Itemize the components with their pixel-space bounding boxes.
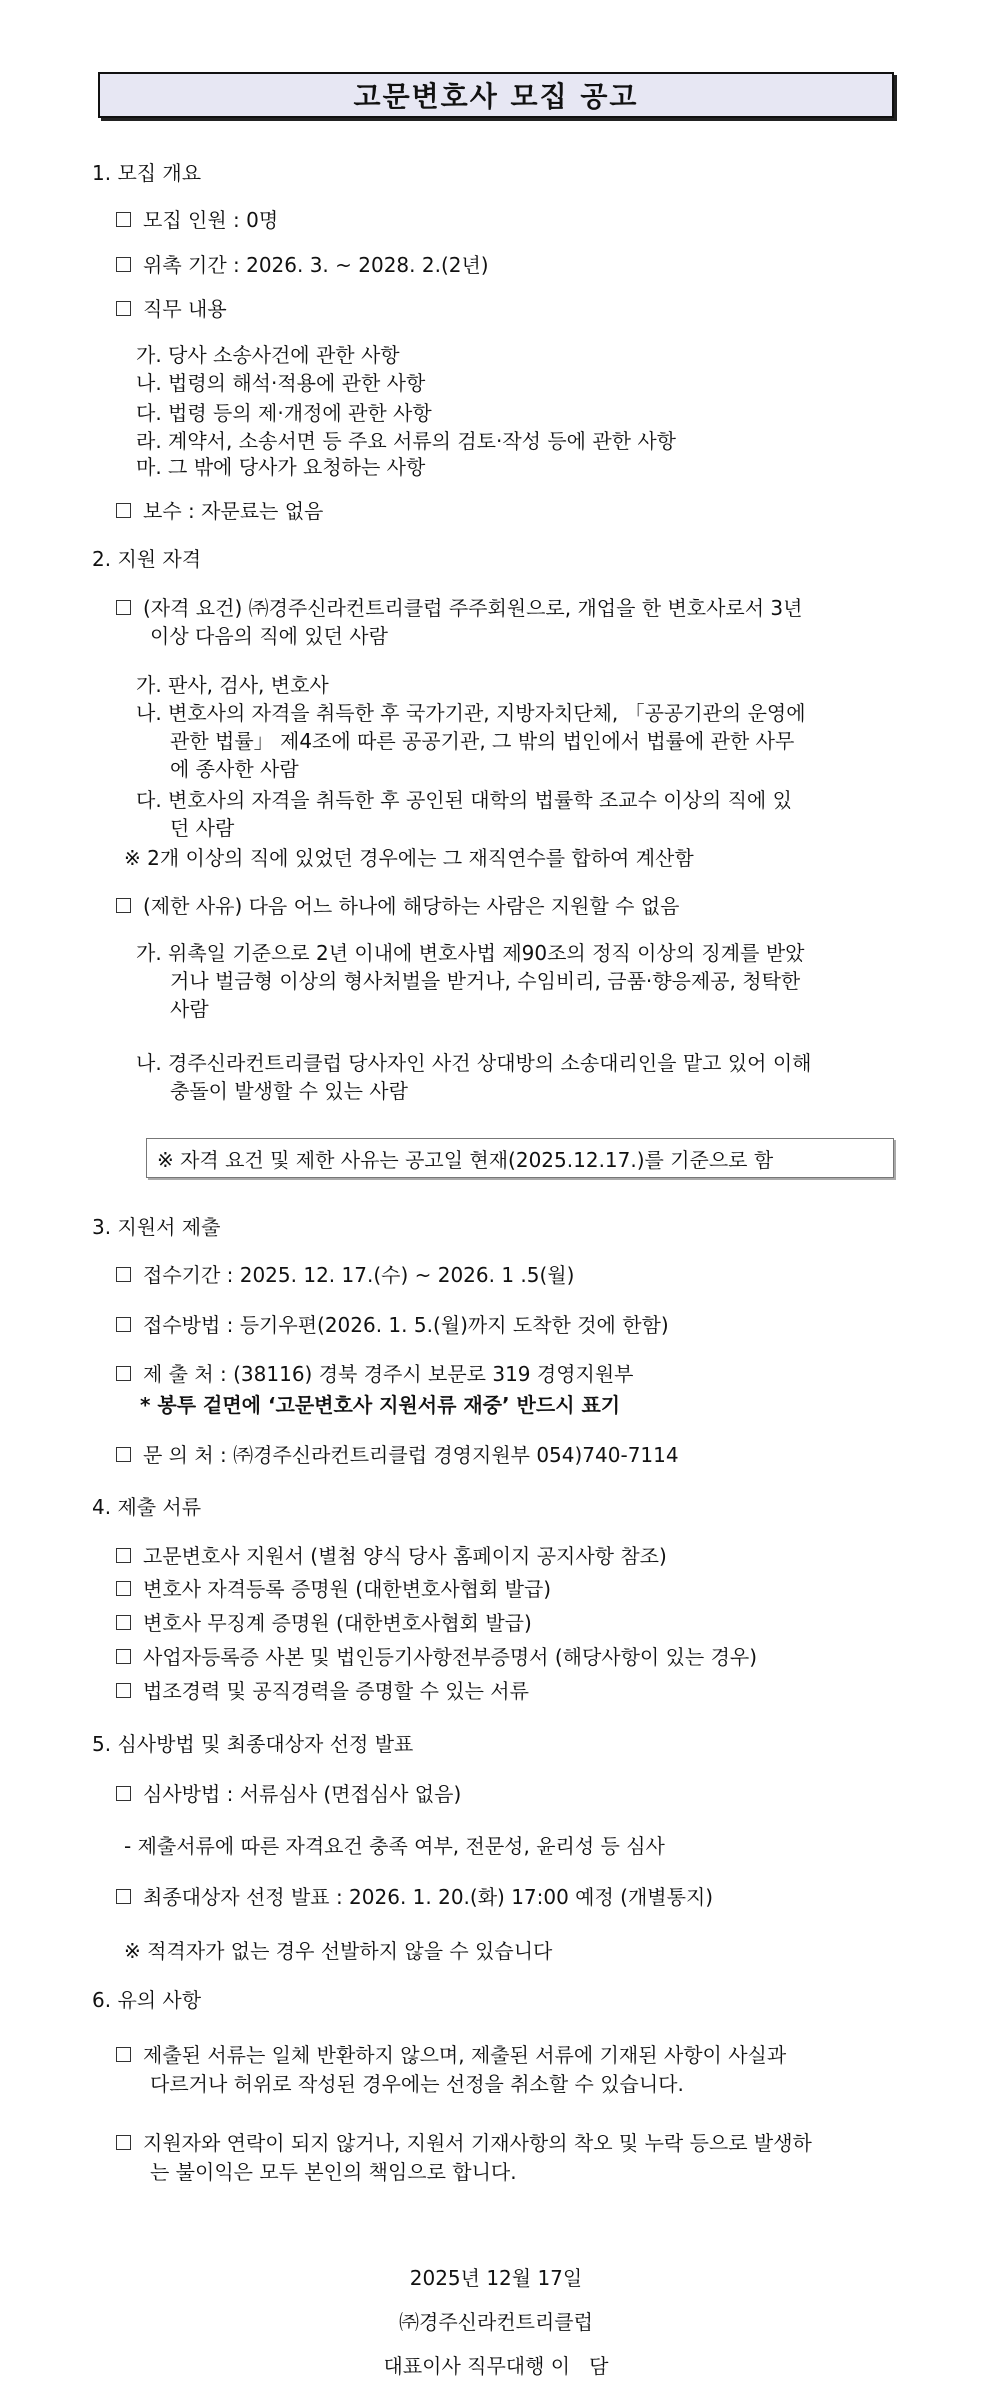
qualification-requirement-cont: 이상 다음의 직에 있던 사람: [150, 624, 388, 648]
document-item: 사업자등록증 사본 및 법인등기사항전부증명서 (해당사항이 있는 경우): [116, 1644, 757, 1670]
section-2-heading: 2. 지원 자격: [92, 547, 202, 571]
qualification-item: 나. 변호사의 자격을 취득한 후 국가기관, 지방자치단체, 「공공기관의 운영에: [136, 701, 806, 725]
appointment-period: 위촉 기간 : 2026. 3. ~ 2028. 2.(2년): [116, 252, 489, 278]
document-item: 변호사 자격등록 증명원 (대한변호사협회 발급): [116, 1576, 551, 1602]
restriction-item-cont: 충돌이 발생할 수 있는 사람: [170, 1079, 408, 1103]
checkbox-icon: [116, 1649, 131, 1664]
document-item: 고문변호사 지원서 (별첨 양식 당사 홈페이지 공지사항 참조): [116, 1543, 667, 1569]
restriction-item: 나. 경주신라컨트리클럽 당사자인 사건 상대방의 소송대리인을 맡고 있어 이해: [136, 1051, 812, 1075]
page-title: 고문변호사 모집 공고: [353, 80, 639, 113]
title-box: [98, 72, 894, 118]
restriction-item-cont: 사람: [170, 997, 209, 1021]
checkbox-icon: [116, 1889, 131, 1904]
criteria-date-notice: [146, 1138, 894, 1178]
checkbox-icon: [116, 1615, 131, 1630]
caution-item: 지원자와 연락이 되지 않거나, 지원서 기재사항의 착오 및 누락 등으로 발생하: [116, 2130, 812, 2156]
checkbox-icon: [116, 1267, 131, 1282]
compensation: 보수 : 자문료는 없음: [116, 498, 323, 524]
document-item: 변호사 무징계 증명원 (대한변호사협회 발급): [116, 1610, 532, 1636]
final-announcement: 최종대상자 선정 발표 : 2026. 1. 20.(화) 17:00 예정 (개별통지): [116, 1884, 713, 1910]
qualification-item-cont: 던 사람: [170, 816, 235, 840]
checkbox-icon: [116, 503, 131, 518]
submission-address: 제 출 처 : (38116) 경북 경주시 보문로 319 경영지원부: [116, 1361, 633, 1387]
duty-item: 다. 법령 등의 제·개정에 관한 사항: [136, 401, 432, 425]
qualification-item: 가. 판사, 검사, 변호사: [136, 673, 329, 697]
document-item: 법조경력 및 공직경력을 증명할 수 있는 서류: [116, 1678, 529, 1704]
checkbox-icon: [116, 1548, 131, 1563]
caution-item-cont: 다르거나 허위로 작성된 경우에는 선정을 취소할 수 있습니다.: [150, 2072, 684, 2096]
qualification-note: ※ 2개 이상의 직에 있었던 경우에는 그 재직연수를 합하여 계산함: [124, 846, 694, 870]
checkbox-icon: [116, 2135, 131, 2150]
section-6-heading: 6. 유의 사항: [92, 1988, 202, 2012]
checkbox-icon: [116, 212, 131, 227]
checkbox-icon: [116, 2047, 131, 2062]
review-criteria: - 제출서류에 따른 자격요건 충족 여부, 전문성, 윤리성 등 심사: [124, 1834, 665, 1858]
duty-item: 마. 그 밖에 당사가 요청하는 사항: [136, 455, 426, 479]
checkbox-icon: [116, 1447, 131, 1462]
checkbox-icon: [116, 600, 131, 615]
duty-item: 라. 계약서, 소송서면 등 주요 서류의 검토·작성 등에 관한 사항: [136, 429, 676, 453]
recruit-count: 모집 인원 : 0명: [116, 207, 278, 233]
application-method: 접수방법 : 등기우편(2026. 1. 5.(월)까지 도착한 것에 한함): [116, 1312, 669, 1338]
checkbox-icon: [116, 1581, 131, 1596]
checkbox-icon: [116, 1683, 131, 1698]
qualification-item-cont: 관한 법률」 제4조에 따른 공공기관, 그 밖의 법인에서 법률에 관한 사무: [170, 729, 795, 753]
caution-item-cont: 는 불이익은 모두 본인의 책임으로 합니다.: [150, 2160, 517, 2184]
checkbox-icon: [116, 1786, 131, 1801]
review-method: 심사방법 : 서류심사 (면접심사 없음): [116, 1781, 461, 1807]
section-3-heading: 3. 지원서 제출: [92, 1215, 221, 1239]
duty-item: 가. 당사 소송사건에 관한 사항: [136, 343, 400, 367]
qualification-item: 다. 변호사의 자격을 취득한 후 공인된 대학의 법률학 조교수 이상의 직에 있: [136, 788, 792, 812]
contact-info: 문 의 처 : ㈜경주신라컨트리클럽 경영지원부 054)740-7114: [116, 1442, 679, 1468]
organization-name: ㈜경주신라컨트리클럽: [399, 2310, 593, 2334]
section-4-heading: 4. 제출 서류: [92, 1495, 202, 1519]
duty-item: 나. 법령의 해석·적용에 관한 사항: [136, 371, 426, 395]
checkbox-icon: [116, 898, 131, 913]
qualification-item-cont: 에 종사한 사람: [170, 757, 299, 781]
caution-item: 제출된 서류는 일체 반환하지 않으며, 제출된 서류에 기재된 사항이 사실과: [116, 2042, 786, 2068]
criteria-date-text: ※ 자격 요건 및 제한 사유는 공고일 현재(2025.12.17.)를 기준으로 함: [157, 1147, 774, 1172]
section-5-heading: 5. 심사방법 및 최종대상자 선정 발표: [92, 1732, 414, 1756]
announcement-date: 2025년 12월 17일: [409, 2266, 583, 2290]
restriction-item: 가. 위촉일 기준으로 2년 이내에 변호사법 제90조의 정직 이상의 징계를 받았: [136, 941, 805, 965]
selection-note: ※ 적격자가 없는 경우 선발하지 않을 수 있습니다: [124, 1939, 553, 1963]
duty-title: 직무 내용: [116, 296, 227, 322]
checkbox-icon: [116, 1317, 131, 1332]
checkbox-icon: [116, 301, 131, 316]
representative: 대표이사 직무대행 이 담: [383, 2354, 609, 2378]
application-period: 접수기간 : 2025. 12. 17.(수) ~ 2026. 1 .5(월): [116, 1262, 574, 1288]
checkbox-icon: [116, 1366, 131, 1381]
restriction-item-cont: 거나 벌금형 이상의 형사처벌을 받거나, 수임비리, 금품·향응제공, 청탁한: [170, 969, 801, 993]
section-1-heading: 1. 모집 개요: [92, 161, 202, 185]
checkbox-icon: [116, 257, 131, 272]
restriction-title: (제한 사유) 다음 어느 하나에 해당하는 사람은 지원할 수 없음: [116, 893, 680, 919]
envelope-note: * 봉투 겉면에 ‘고문변호사 지원서류 재중’ 반드시 표기: [140, 1393, 621, 1417]
qualification-requirement: (자격 요건) ㈜경주신라컨트리클럽 주주회원으로, 개업을 한 변호사로서 3년: [116, 595, 802, 621]
